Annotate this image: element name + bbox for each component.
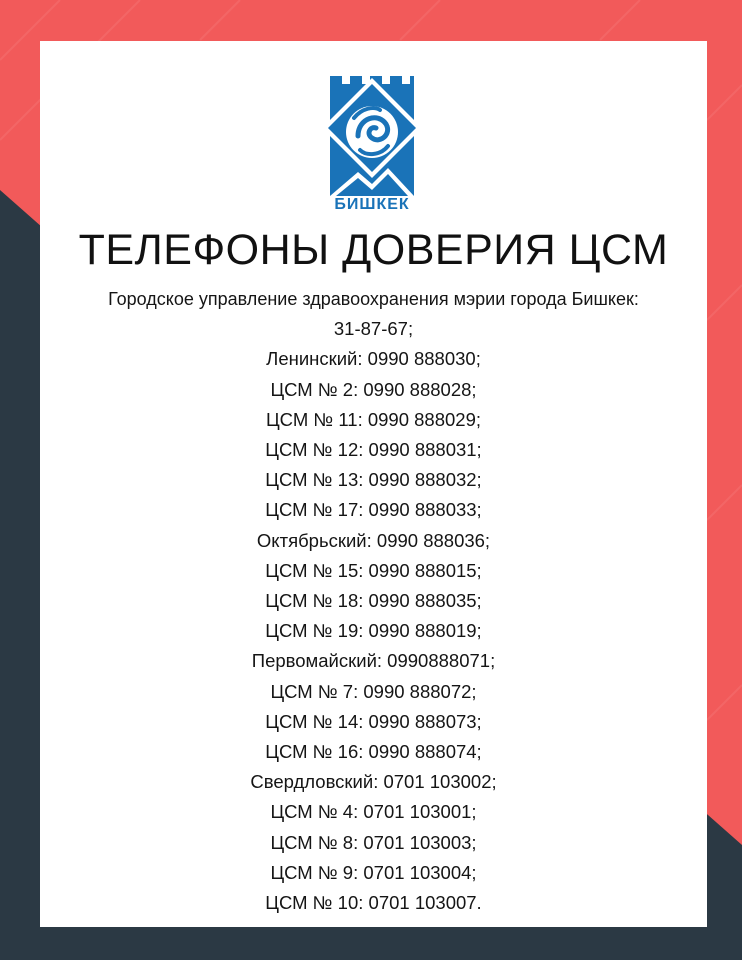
list-item: ЦСМ № 2: 0990 888028; bbox=[270, 378, 477, 400]
list-item: ЦСМ № 8: 0701 103003; bbox=[270, 831, 477, 853]
list-item: ЦСМ № 17: 0990 888033; bbox=[265, 499, 482, 521]
list-item: ЦСМ № 18: 0990 888035; bbox=[265, 590, 482, 612]
list-item: Октябрьский: 0990 888036; bbox=[256, 529, 491, 551]
list-item: ЦСМ № 16: 0990 888074; bbox=[265, 741, 482, 763]
list-item: ЦСМ № 15: 0990 888015; bbox=[265, 559, 482, 581]
list-item: ЦСМ № 7: 0990 888072; bbox=[270, 680, 477, 702]
list-item: ЦСМ № 11: 0990 888029; bbox=[265, 408, 482, 430]
list-item: ЦСМ № 19: 0990 888019; bbox=[265, 620, 482, 642]
list-item: Городское управление здравоохранения мэрии города Бишкек: bbox=[108, 289, 639, 309]
hotline-list bbox=[40, 284, 707, 918]
list-item: ЦСМ № 10: 0701 103007. bbox=[265, 892, 482, 914]
list-item: ЦСМ № 12: 0990 888031; bbox=[265, 439, 482, 461]
list-item: Ленинский: 0990 888030; bbox=[266, 348, 481, 370]
logo-caption: БИШКЕК bbox=[334, 196, 410, 213]
list-item: ЦСМ № 14: 0990 888073; bbox=[265, 710, 482, 732]
list-item: Свердловский: 0701 103002; bbox=[250, 771, 497, 793]
list-item: Первомайский: 0990888071; bbox=[251, 650, 496, 672]
list-item: ЦСМ № 13: 0990 888032; bbox=[265, 469, 482, 491]
page-title: ТЕЛЕФОНЫ ДОВЕРИЯ ЦСМ bbox=[78, 226, 669, 274]
list-item: ЦСМ № 4: 0701 103001; bbox=[270, 801, 477, 823]
list-item: ЦСМ № 9: 0701 103004; bbox=[270, 861, 477, 883]
list-item: 31-87-67; bbox=[333, 318, 414, 340]
